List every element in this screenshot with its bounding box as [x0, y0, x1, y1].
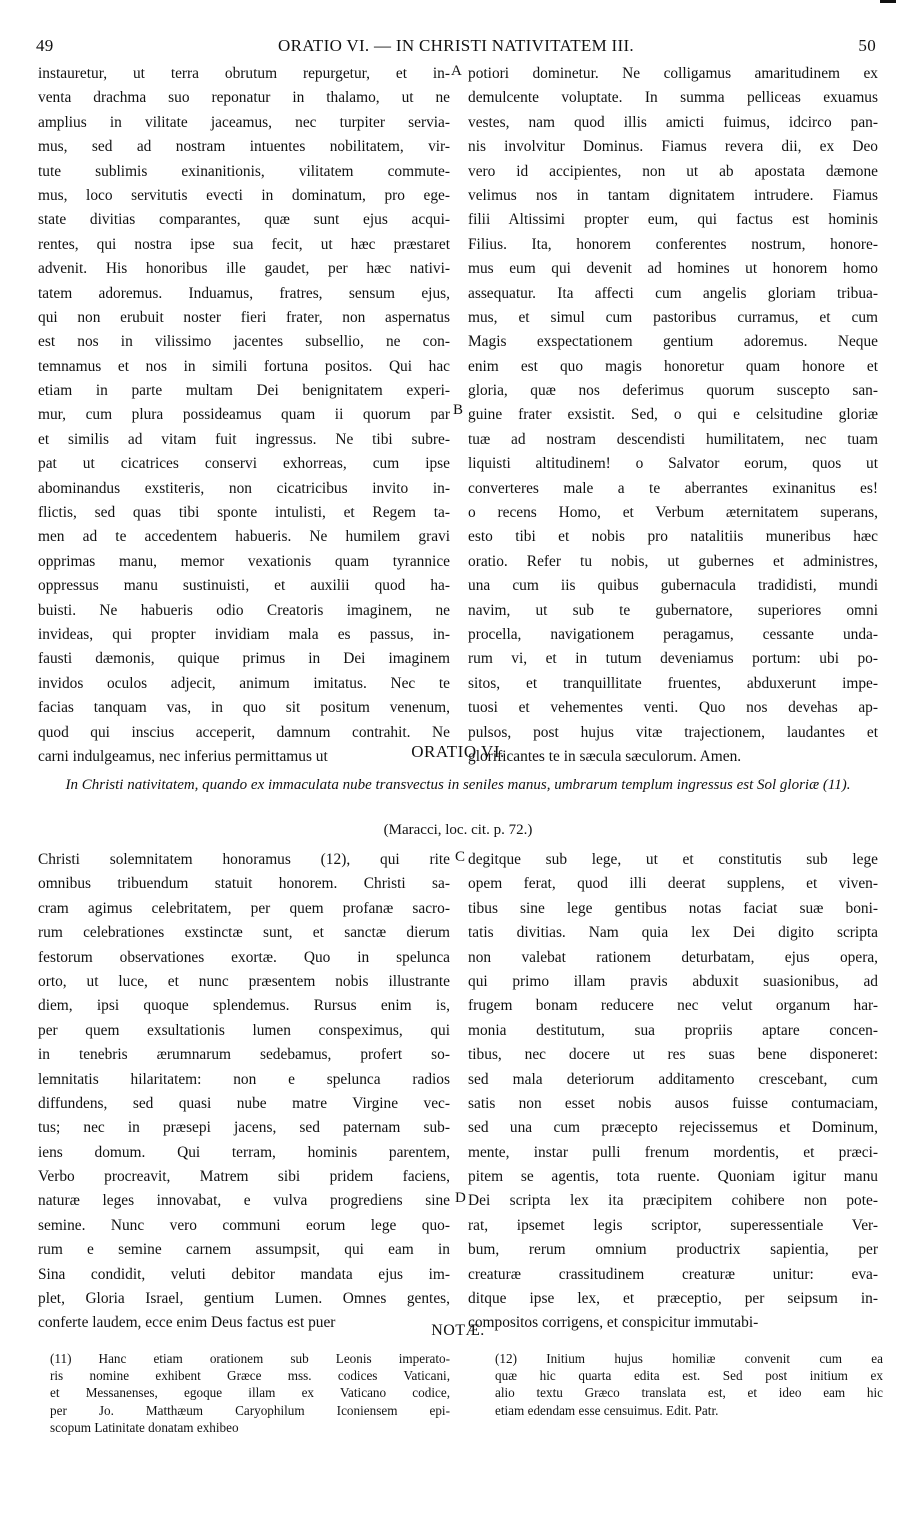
notes-heading: NOTÆ.: [431, 1322, 485, 1339]
source-citation: (Maracci, loc. cit. p. 72.): [383, 822, 533, 838]
text-line: glorificantes te in sæcula sæculorum. Amen.: [468, 747, 742, 765]
running-title: ORATIO VI. — IN CHRISTI NATIVITATEM III.: [278, 36, 634, 55]
text-line: mur, cum plura possideamus quam ii quorum par: [38, 406, 450, 424]
text-line: buisti. Ne habueris odio Creatoris imaginem, ne: [38, 601, 450, 619]
text-line: fausti dæmonis, quique primus in Dei imaginem: [38, 650, 450, 668]
text-line: (11) Hanc etiam orationem sub Leonis imperato-: [50, 1351, 450, 1366]
text-line: una cum iis quibus gubernacula tradidisti, mundi: [468, 577, 878, 595]
text-line: et similis ad vitam fuit ingressus. Ne tibi subre-: [38, 430, 450, 448]
text-line: opprimas manu, memor vexationis quam tyrannice: [38, 552, 450, 570]
text-line: tuæ ad nostram descendisti humilitatem, nec tuam: [468, 430, 878, 448]
text-line: opem ferat, quod illi deerat supplens, et viven-: [468, 875, 878, 893]
text-line: o recens Homo, et Verbum æternitatem superans,: [468, 504, 878, 522]
text-line: rat, ipsemet legis scriptor, superessentiale Ver-: [468, 1216, 878, 1234]
margin-marker-b: B: [453, 402, 464, 418]
text-line: mente, instar pulli frenum mordentis, et præci-: [468, 1143, 878, 1161]
column-top-right: [468, 62, 878, 769]
text-line: quod qui inscius acceperit, damnum contrahit. Ne: [38, 723, 450, 741]
text-line: amplius in vilitate jaceamus, nec turpiter servia-: [38, 113, 450, 131]
text-line: sitos, et tranquillitate fruentes, abduxerunt impe-: [468, 674, 878, 692]
text-line: Verbo procreavit, Matrem sibi pridem faciens,: [38, 1168, 450, 1186]
text-line: tus; nec in præsepi jacens, sed paternam sub-: [38, 1119, 450, 1137]
text-line: carni indulgeamus, nec inferius permittamus ut: [38, 747, 328, 765]
text-line: qui primo illam pravis abduxit suasionibus, ad: [468, 972, 878, 990]
text-line: facias tanquam vas, in quo sit positum venenum,: [38, 699, 450, 717]
text-line: satis non esset nobis ausos fuisse contumaciam,: [468, 1094, 878, 1112]
text-line: quæ hic quarta edita est. Sed post initium ex: [495, 1368, 883, 1384]
text-line: tute sublimis exinanitionis, vilitatem commute-: [38, 162, 450, 180]
text-line: bum, rerum omnium productrix sapientia, per: [468, 1241, 878, 1259]
text-line: esto tibi et nobis pro natalitiis muneribus hæc: [468, 528, 878, 546]
text-line: filii Altissimi propter eum, qui factus est hominis: [468, 211, 878, 229]
text-line: vero id accipientes, non ut ab apostata dæmone: [468, 162, 878, 180]
text-line: instauretur, ut terra obrutum repurgetur, et in-: [38, 65, 450, 82]
text-line: tuosi et vehementes venti. Quo nos devehas ap-: [468, 699, 878, 717]
text-line: Filius. Ita, honorem conferentes nostrum, honore-: [468, 235, 878, 253]
text-line: qui non erubuit noster fieri frater, non aspernatus: [38, 308, 450, 326]
text-line: ditque ipse lex, et præceptio, per seipsum in-: [468, 1290, 878, 1308]
text-line: Magis exspectationem gentium adoremus. Neque: [468, 333, 878, 351]
text-line: iens domum. Qui terram, hominis parentem,: [38, 1143, 450, 1161]
text-line: procella, navigationem peragamus, cessante unda-: [468, 625, 878, 643]
text-line: ris nomine exhibent Græce mss. codices Vaticani,: [50, 1368, 450, 1384]
text-line: liquisti altitudinem! o Salvator eorum, quos ut: [468, 455, 878, 473]
text-line: navim, ut sub te gubernatore, superiores omni: [468, 601, 878, 619]
text-line: demulcente voluptate. In summa pelliceas exuamus: [468, 89, 878, 107]
text-line: pulsos, post hujus vitæ trajectionem, laudantes et: [468, 723, 878, 741]
text-line: nis involvitur Dominus. Fiamus revera dii, ex Deo: [468, 138, 878, 156]
column-bottom-left: [38, 848, 450, 1336]
text-line: per Jo. Matthæum Caryophilum Iconiensem epi-: [50, 1402, 450, 1418]
text-line: compositos corrigens, et conspicitur immutabi-: [468, 1314, 759, 1332]
text-line: plet, Gloria Israel, gentium Lumen. Omnes gentes,: [38, 1290, 450, 1308]
text-line: semine. Nunc vero communi eorum lege quo-: [38, 1216, 450, 1234]
text-line: men ad te accedentem habueris. Ne humilem gravi: [38, 528, 450, 546]
text-line: orto, ut luce, et nunc præsentem nobis illustrante: [38, 972, 450, 990]
text-line: state divitias comparantes, quæ sunt ejus acqui-: [38, 211, 450, 229]
footnote-12: [495, 1350, 883, 1419]
text-line: venta drachma suo reponatur in thalamo, ut ne: [38, 89, 450, 107]
text-line: naturæ leges innovabat, e vulva progrediens sine: [38, 1192, 450, 1210]
text-line: invideas, qui propter invidiam mala es passus, in-: [38, 625, 450, 643]
footnote-11: [50, 1350, 450, 1436]
text-line: mus, sed ad nostram intuentes nobilitatem, vir-: [38, 138, 450, 156]
text-line: (12) Initium hujus homiliæ convenit cum ea: [495, 1351, 883, 1366]
text-line: degitque sub lege, ut et constitutis sub lege: [468, 851, 878, 868]
text-line: oppressus manu sustinuisti, et auxilii quod ha-: [38, 577, 450, 595]
text-line: mus, loco servitutis evecti in dominatum, pro ege-: [38, 186, 450, 204]
text-line: rum celebrationes exstinctæ sunt, et sanctæ dierum: [38, 924, 450, 942]
text-line: vestes, nam quod illis amicti fuimus, idcirco pan-: [468, 113, 878, 131]
text-line: etiam in parte multam Dei benignitatem experi-: [38, 382, 450, 400]
text-line: per quem exsultationis lumen conspeximus, qui: [38, 1021, 450, 1039]
text-line: tibus, nec docere ut res suas bene disponeret:: [468, 1046, 878, 1064]
text-line: pitem se agentis, tota ruente. Quoniam igitur manu: [468, 1168, 878, 1186]
running-header: [36, 36, 876, 62]
text-line: oratio. Refer tu nobis, ut gubernes et administres,: [468, 552, 878, 570]
column-bottom-right: [468, 848, 878, 1336]
page-number-right: 50: [858, 36, 876, 55]
text-line: sed mala deteriorum additamento crescebant, cum: [468, 1070, 878, 1088]
text-line: flictis, sed quas tibi sponte intulisti, et Regem ta-: [38, 504, 450, 522]
text-line: abominandus exstiteris, non cicatricibus invito in-: [38, 479, 450, 497]
text-line: festorum observationes exortæ. Quo in spelunca: [38, 948, 450, 966]
text-line: alio textu Græco translata est, et ideo eam hic: [495, 1385, 883, 1401]
text-line: velimus nos in tantam dignitatem intrudere. Fiamus: [468, 186, 878, 204]
text-line: non valebat rationem deturbatam, ejus opera,: [468, 948, 878, 966]
text-line: potiori dominetur. Ne colligamus amaritudinem ex: [468, 65, 878, 82]
text-line: lemnitatis hilaritatem: non e spelunca radios: [38, 1070, 450, 1088]
text-line: diffundens, sed quasi nube matre Virgine vec-: [38, 1094, 450, 1112]
text-line: cram agimus celebritatem, per quem profanæ sacro-: [38, 899, 450, 917]
text-line: Dei scripta lex ita præcipitem cohibere non pote-: [468, 1192, 878, 1210]
text-line: assequatur. Ita affecti cum angelis gloriam tribua-: [468, 284, 878, 302]
oratio-subtitle: In Christi nativitatem, quando ex immaculata nube transvectus in seniles manus, umbrarum templum ingressus est Sol gloriæ (11).: [65, 777, 851, 793]
text-line: monia destitutum, sua propriis aptare concen-: [468, 1021, 878, 1039]
page-number-left: 49: [36, 36, 54, 55]
text-line: temnamus et nos in simili fortuna positos. Qui hac: [38, 357, 450, 375]
text-line: guine frater exsistit. Sed, o qui e celsitudine gloriæ: [468, 406, 878, 424]
column-top-left: [38, 62, 450, 769]
text-line: Sina condidit, veluti debitor mandata ejus im-: [38, 1265, 450, 1283]
text-line: advenit. His honoribus ille gaudet, per hæc nativi-: [38, 260, 450, 278]
text-line: conferte laudem, ecce enim Deus factus est puer: [38, 1314, 336, 1332]
text-line: rum e semine carnem assumpsit, qui eam in: [38, 1241, 450, 1259]
text-line: tatem adoremus. Induamus, fratres, sensum ejus,: [38, 284, 450, 302]
text-line: Christi solemnitatem honoramus (12), qui rite: [38, 851, 450, 868]
margin-marker-c: C: [455, 849, 466, 865]
text-line: gloria, quæ nos deferimus quorum suscepto san-: [468, 382, 878, 400]
text-line: omnibus tribuendum statuit honorem. Christi sa-: [38, 875, 450, 893]
corner-mark: [880, 0, 896, 3]
text-line: tatis divitias. Nam quia lex Dei digito scripta: [468, 924, 878, 942]
text-line: enim est quo magis honoretur quam honore et: [468, 357, 878, 375]
text-line: in tenebris ærumnarum sedebamus, profert so-: [38, 1046, 450, 1064]
text-line: rum vi, et in tutum deveniamus portum: ubi po-: [468, 650, 878, 668]
text-line: rentes, qui nostra ipse sua fecit, ut hæc præstaret: [38, 235, 450, 253]
text-line: mus, et simul cum pastoribus curramus, et cum: [468, 308, 878, 326]
text-line: scopum Latinitate donatam exhibeo: [50, 1419, 239, 1435]
text-line: frugem bonam reducere nec velut organum har-: [468, 997, 878, 1015]
text-line: diem, ipsi quoque splendemus. Rursus enim is,: [38, 997, 450, 1015]
text-line: est nos in vilissimo jacentes subsellio, ne con-: [38, 333, 450, 351]
text-line: tibus sine lege gentibus notas faciat suæ boni-: [468, 899, 878, 917]
text-line: sed una cum præcepto rejecissemus et Dominum,: [468, 1119, 878, 1137]
margin-marker-a: A: [451, 63, 462, 79]
text-line: creaturæ crassitudinem creaturæ unitur: eva-: [468, 1265, 878, 1283]
text-line: converteres male a te aberrantes exinanitus es!: [468, 479, 878, 497]
text-line: pat ut cicatrices conservi exhorreas, cum ipse: [38, 455, 450, 473]
oratio-heading: ORATIO VI.: [411, 742, 505, 761]
text-line: mus eum qui devenit ad homines ut honorem homo: [468, 260, 878, 278]
text-line: etiam edendam esse censuimus. Edit. Patr.: [495, 1402, 719, 1418]
text-line: invidos oculos adjecit, animum imitatus. Nec te: [38, 674, 450, 692]
margin-marker-d: D: [455, 1190, 466, 1206]
text-line: et Messanenses, egoque illam ex Vaticano codice,: [50, 1385, 450, 1401]
